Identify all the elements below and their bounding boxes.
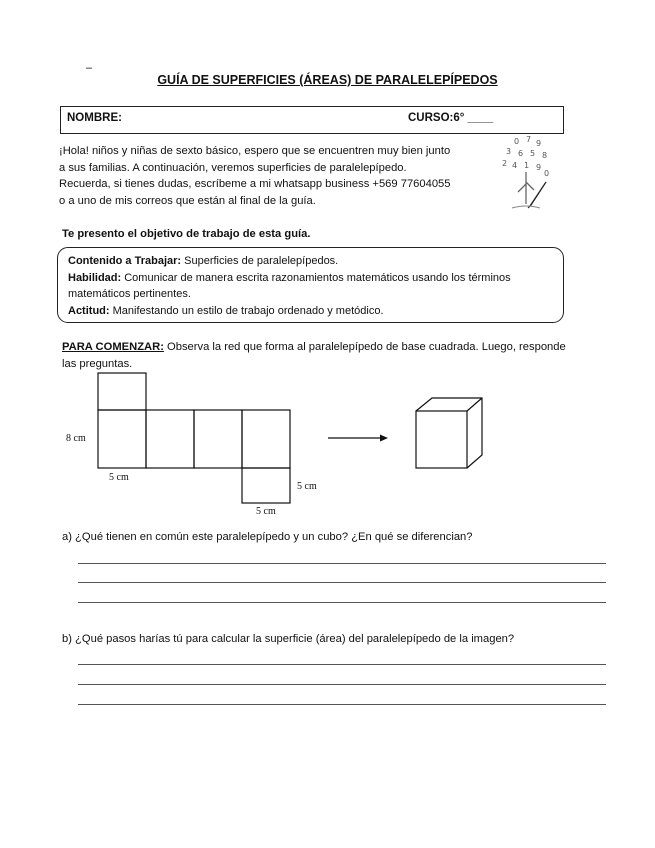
start-text-continued: las preguntas.: [62, 357, 133, 370]
bottom-side-label: 5 cm: [297, 481, 317, 492]
net-face: [242, 410, 290, 468]
emblem-glyph: 5: [530, 149, 536, 158]
emblem-glyph: 8: [542, 151, 548, 160]
emblem-glyph: 1: [524, 161, 530, 170]
intro-line: ¡Hola! niños y niñas de sexto básico, espero que se encuentren muy bien junto: [59, 145, 451, 157]
content-label: Contenido a Trabajar:: [68, 255, 182, 267]
prism-edge: [467, 398, 482, 411]
intro-line: Recuerda, si tienes dudas, escríbeme a mi whatsapp business +569 77604055: [59, 178, 451, 190]
skill-label: Habilidad:: [68, 271, 122, 284]
objective-box: [57, 247, 564, 323]
net-face: [146, 410, 194, 468]
start-text: Observa la red que forma al paralelepípedo de base cuadrada. Luego, responde: [163, 341, 566, 353]
net-face: [98, 410, 146, 468]
content-row: [68, 253, 563, 270]
attitude-row: [68, 303, 563, 320]
start-lead: PARA COMENZAR:: [62, 341, 164, 353]
answer-line[interactable]: [78, 602, 606, 603]
skill-text: Comunicar de manera escrita razonamientos matemáticos usando los términos: [121, 271, 511, 284]
emblem-glyph: 2: [502, 159, 508, 168]
intro-line: o a uno de mis correos que están al final de la guía.: [59, 194, 316, 207]
emblem-glyph: 0: [544, 169, 550, 178]
net-top-square: [98, 373, 146, 410]
course-label: CURSO:6° ____: [408, 112, 494, 124]
content-text: Superficies de paralelepípedos.: [181, 255, 339, 267]
answer-line[interactable]: [78, 664, 606, 665]
question-b: b) ¿Qué pasos harías tú para calcular la superficie (área) del paralelepípedo de la imagen?: [62, 633, 515, 645]
bottom-label: 5 cm: [256, 506, 276, 517]
arrow-head-icon: [380, 435, 388, 442]
corner-mark: –: [86, 62, 93, 74]
skill-row: [68, 270, 563, 287]
emblem-glyph: 9: [536, 139, 542, 148]
emblem-glyph: 7: [526, 135, 532, 144]
objective-heading: Te presento el objetivo de trabajo de esta guía.: [62, 228, 311, 240]
skill-row-continued: matemáticos pertinentes.: [68, 288, 191, 300]
intro-paragraph: [59, 143, 479, 209]
page-title: GUÍA DE SUPERFICIES (ÁREAS) DE PARALELEPÍPEDOS: [157, 73, 498, 87]
emblem-glyph: 4: [512, 161, 518, 170]
answer-line[interactable]: [78, 684, 606, 685]
student-info-box: [60, 106, 564, 134]
question-a: a) ¿Qué tienen en común este paralelepípedo y un cubo? ¿En qué se diferencian?: [62, 531, 473, 543]
prism-back-edges: [416, 398, 482, 468]
intro-line: a sus familias. A continuación, veremos superficies de paralelepípedo.: [59, 161, 407, 174]
name-label: NOMBRE:: [67, 112, 122, 124]
answer-line[interactable]: [78, 563, 606, 564]
numbers-tree-icon: [500, 132, 552, 212]
attitude-label: Actitud:: [68, 304, 110, 317]
prism-front-face: [416, 411, 467, 468]
net-bottom-square: [242, 468, 290, 503]
emblem-glyph: 0: [514, 137, 520, 146]
attitude-text: Manifestando un estilo de trabajo ordenado y metódico.: [109, 304, 384, 317]
emblem-glyph: 9: [536, 163, 542, 172]
emblem-glyph: 3: [506, 147, 512, 156]
answer-line[interactable]: [78, 582, 606, 583]
net-figure: [0, 368, 655, 528]
emblem-glyph: 6: [518, 149, 524, 158]
height-label: 8 cm: [66, 433, 86, 444]
net-face: [194, 410, 242, 468]
answer-line[interactable]: [78, 704, 606, 705]
width-label: 5 cm: [109, 472, 129, 483]
